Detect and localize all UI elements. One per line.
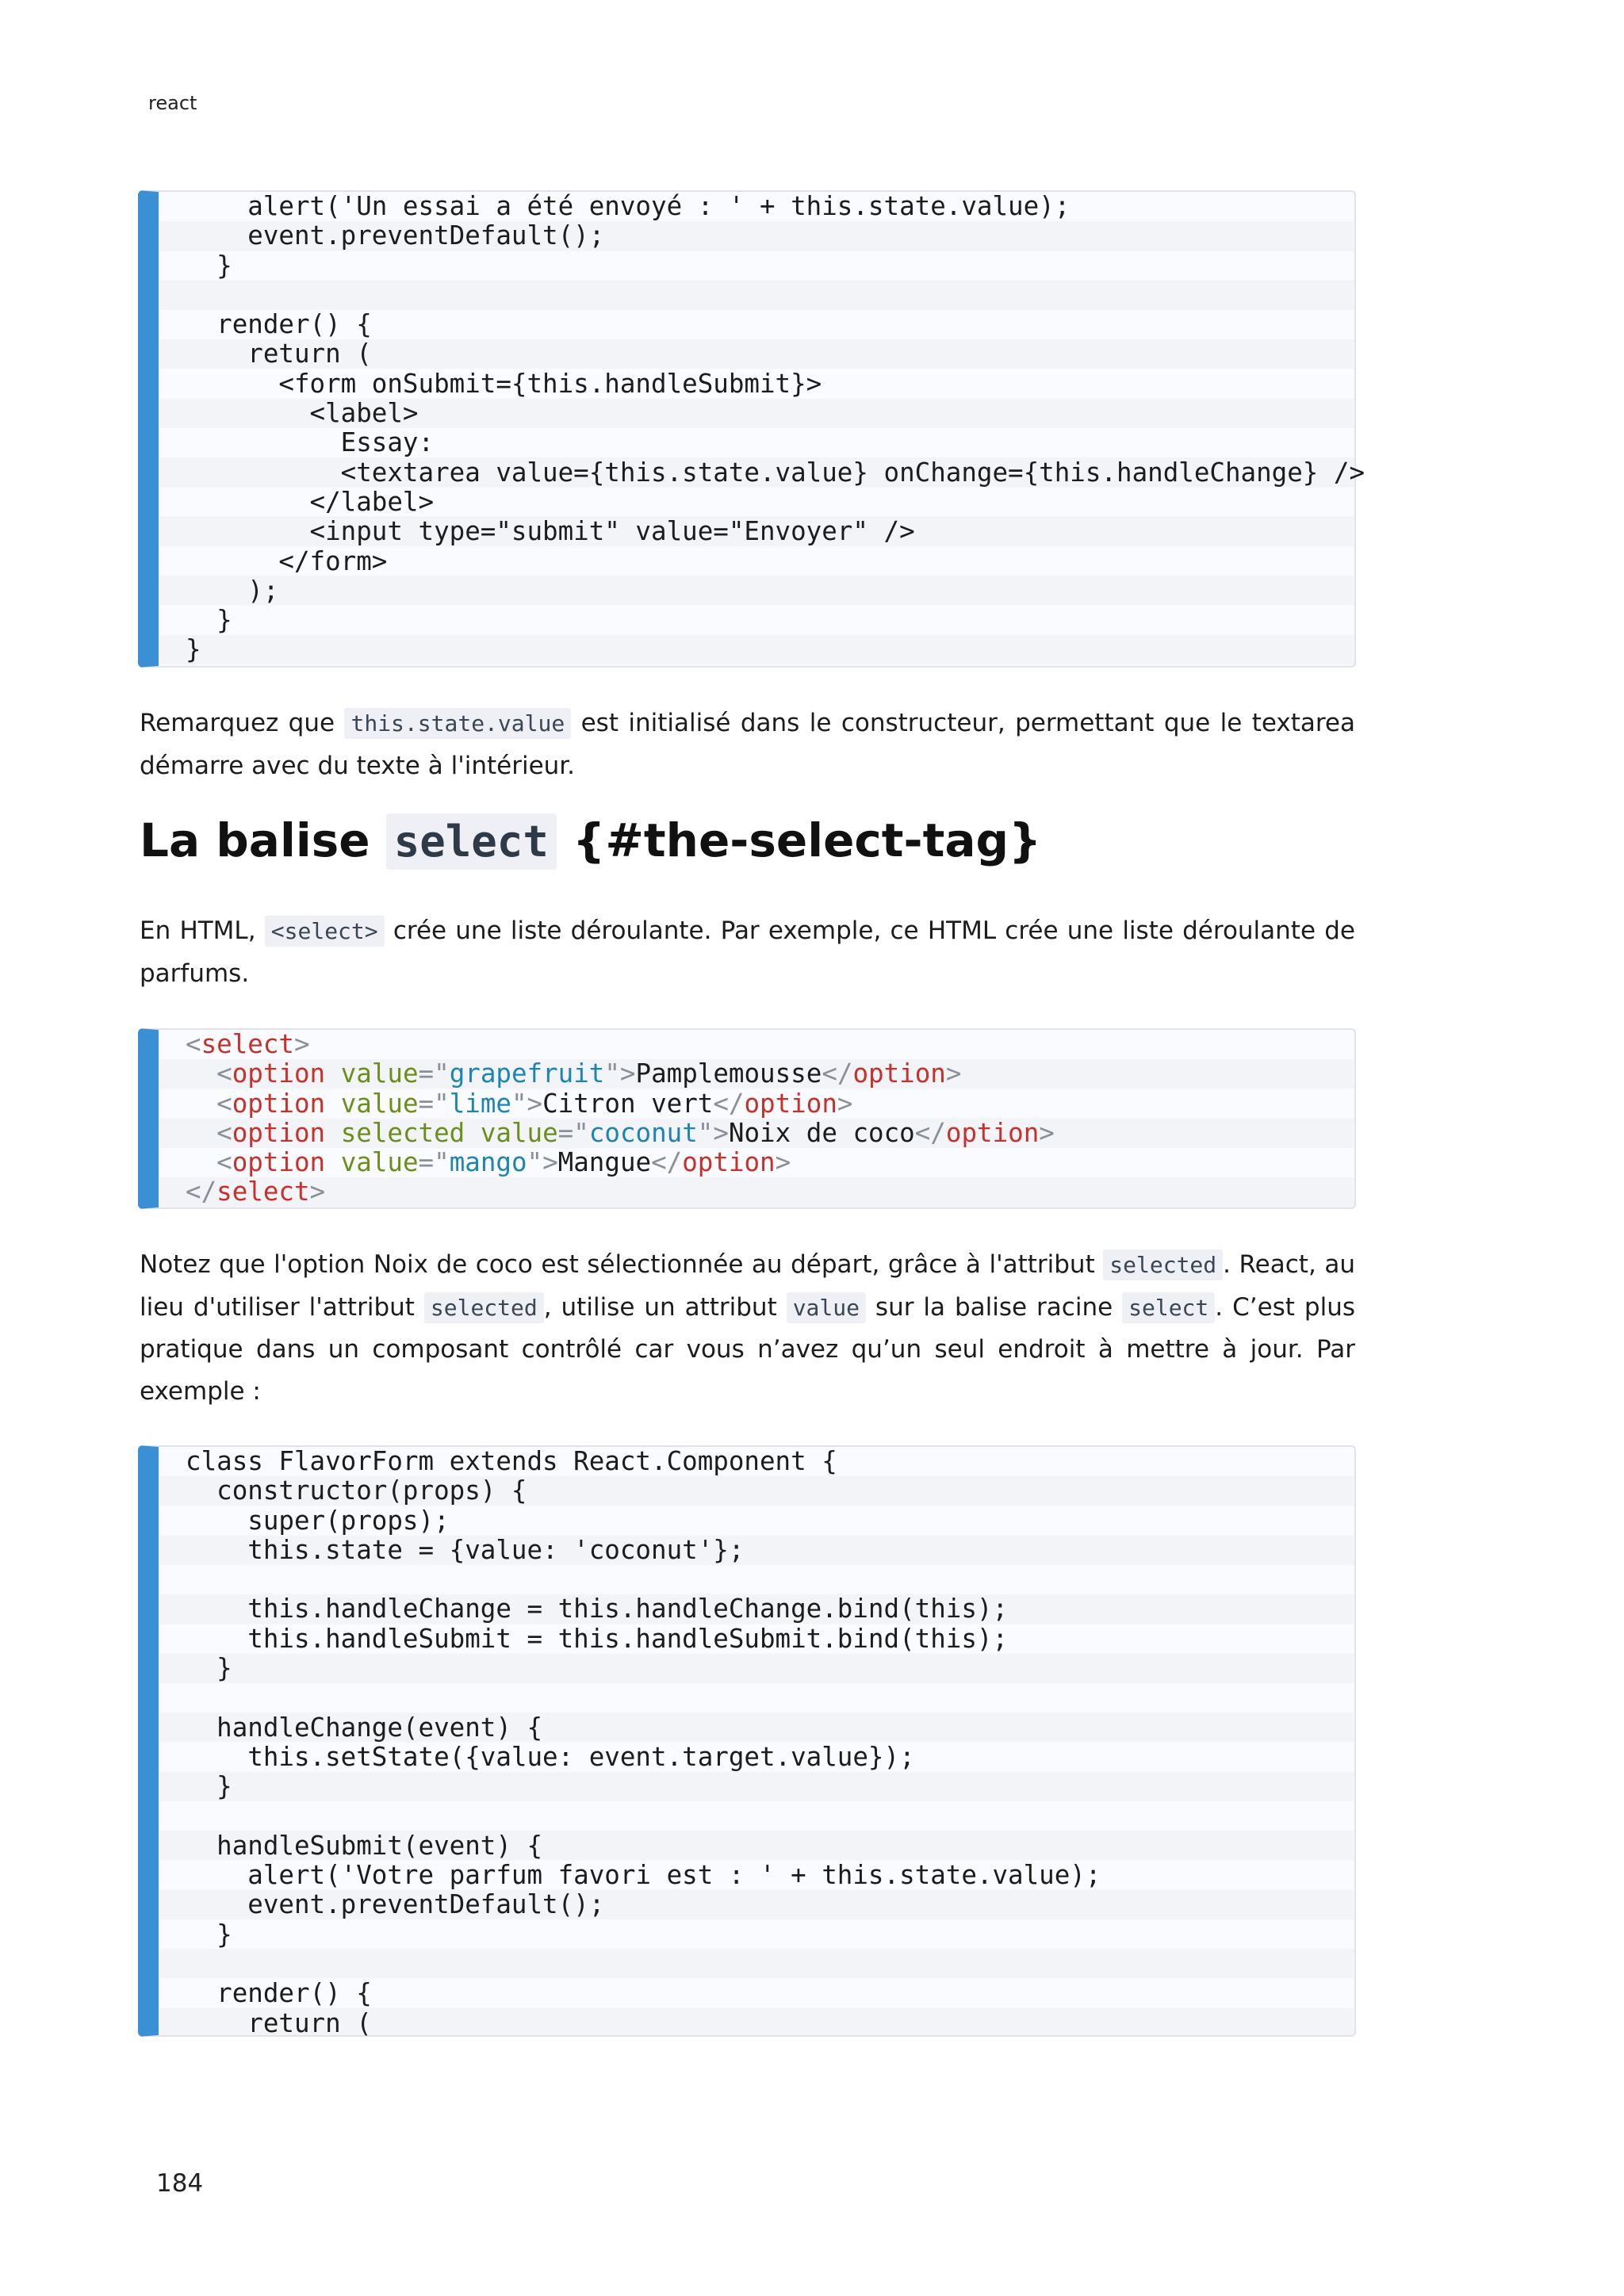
code-text xyxy=(159,1447,1354,2038)
code-line: this.setState({value: event.target.value}); xyxy=(186,1741,915,1772)
code-line: super(props); xyxy=(186,1505,450,1536)
running-header: react xyxy=(148,92,197,114)
code-line: this.handleChange = this.handleChange.bind(this); xyxy=(186,1594,1009,1624)
code-line: return ( xyxy=(186,339,372,369)
code-line: </label> xyxy=(186,486,435,517)
code-line: constructor(props) { xyxy=(186,1475,527,1506)
code-line xyxy=(186,1683,1354,1712)
paragraph-select-intro xyxy=(140,910,1355,994)
code-line: <label> xyxy=(186,398,419,429)
inline-code: selected xyxy=(424,1292,544,1323)
code-text xyxy=(159,1030,1354,1207)
paragraph-text: est initialisé dans le constructeur, permettant que le textarea démarre avec du texte à l'intérieur. xyxy=(140,709,1356,780)
inline-code: this.state.value xyxy=(344,708,571,739)
paragraph-textarea-note xyxy=(140,702,1355,786)
code-line: <option selected value="coconut">Noix de coco</option> xyxy=(216,1117,1055,1148)
heading-inline-code: select xyxy=(386,813,557,870)
paragraph-text: , utilise un attribut xyxy=(543,1292,787,1322)
code-line xyxy=(186,1565,1354,1594)
code-line: return ( xyxy=(186,2007,372,2038)
code-line: <option value="grapefruit">Pamplemousse</option> xyxy=(216,1058,962,1089)
code-line: this.state = {value: 'coconut'}; xyxy=(186,1534,745,1565)
tag-name: select xyxy=(201,1029,294,1059)
code-line: render() { xyxy=(186,309,372,340)
heading-text: La balise xyxy=(140,813,386,867)
code-line: } xyxy=(186,634,201,665)
code-line: this.handleSubmit = this.handleSubmit.bind(this); xyxy=(186,1623,1009,1654)
code-line: } xyxy=(186,605,232,636)
code-line: <input type="submit" value="Envoyer" /> xyxy=(186,516,915,547)
code-line: class FlavorForm extends React.Component { xyxy=(186,1446,837,1476)
code-line: <select> xyxy=(186,1029,310,1059)
code-line: </select> xyxy=(186,1177,326,1207)
code-line: </form> xyxy=(186,545,388,576)
inline-code: value xyxy=(787,1292,866,1323)
code-line: alert('Un essai a été envoyé : ' + this.state.value); xyxy=(186,191,1071,221)
paragraph-text: . C’est plus pratique dans un composant contrôlé car vous n’avez qu’un seul endroit à mettre à jour. Par exemple : xyxy=(140,1292,1355,1406)
code-line: <form onSubmit={this.handleSubmit}> xyxy=(186,368,822,399)
code-line: <option value="lime">Citron vert</option> xyxy=(216,1088,853,1119)
code-line xyxy=(186,1950,1354,1979)
paragraph-text: . React, au lieu d'utiliser l'attribut xyxy=(140,1250,1355,1322)
code-line: render() { xyxy=(186,1978,372,2009)
code-line xyxy=(186,281,1354,310)
code-line: event.preventDefault(); xyxy=(186,220,605,251)
paragraph-text: sur la balise racine xyxy=(865,1292,1123,1322)
code-line: Essay: xyxy=(186,427,435,458)
code-line: } xyxy=(186,250,232,281)
code-block-select-html xyxy=(138,1028,1356,1209)
inline-code: selected xyxy=(1103,1249,1223,1280)
tag-name: select xyxy=(216,1177,310,1207)
code-block-flavorform xyxy=(138,1445,1356,2037)
code-line: handleChange(event) { xyxy=(186,1712,543,1743)
code-line: } xyxy=(186,1919,232,1950)
code-line: } xyxy=(186,1653,232,1684)
heading-text: {#the-select-tag} xyxy=(556,813,1042,867)
code-line xyxy=(186,1802,1354,1831)
section-heading xyxy=(140,813,1041,867)
inline-code: select xyxy=(1122,1292,1215,1323)
code-line: event.preventDefault(); xyxy=(186,1889,605,1920)
page-number: 184 xyxy=(156,2169,204,2198)
code-text xyxy=(159,191,1365,665)
paragraph-text: En HTML, xyxy=(140,916,265,945)
code-line: <textarea value={this.state.value} onChange={this.handleChange} /> xyxy=(186,457,1365,488)
paragraph-text: crée une liste déroulante. Par exemple, ce HTML crée une liste déroulante de parfums. xyxy=(140,916,1355,988)
code-line: handleSubmit(event) { xyxy=(186,1830,543,1861)
code-line: } xyxy=(186,1771,232,1802)
paragraph-text: Notez que l'option Noix de coco est sélectionnée au départ, grâce à l'attribut xyxy=(140,1250,1104,1279)
paragraph-value-attribute xyxy=(140,1244,1355,1412)
code-line: ); xyxy=(186,575,279,606)
inline-code: <select> xyxy=(265,916,385,947)
paragraph-text: Remarquez que xyxy=(140,709,345,737)
code-block-textarea-example xyxy=(138,190,1365,668)
code-line: <option value="mango">Mangue</option> xyxy=(216,1147,791,1178)
code-line: alert('Votre parfum favori est : ' + this.state.value); xyxy=(186,1860,1101,1891)
